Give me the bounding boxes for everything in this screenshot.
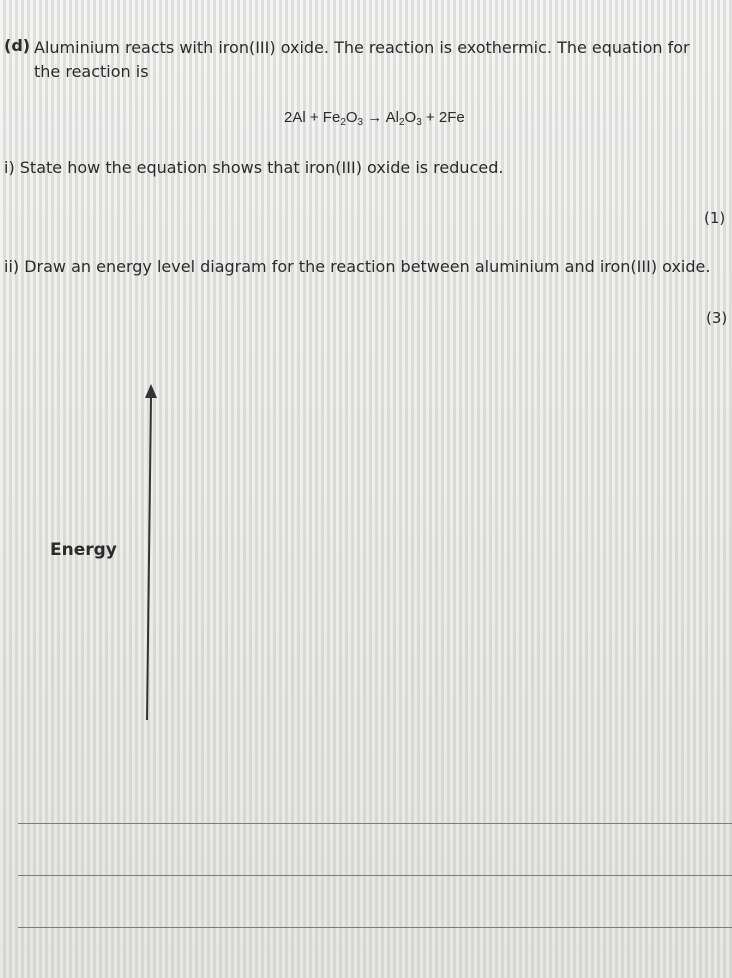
energy-axis-label: Energy — [50, 540, 117, 560]
energy-axis-line — [147, 398, 151, 720]
part-ii-marks: (3) — [706, 309, 728, 327]
reactant-iron-oxide: $Fe_2O_3$ — [322, 109, 364, 128]
part-i-text: i) State how the equation shows that iron(III) oxide is reduced. — [4, 158, 504, 177]
reactant-aluminium: 2Al — [284, 109, 306, 126]
question-number: (d) — [4, 36, 31, 55]
part-i-marks: (1) — [704, 209, 726, 227]
answer-line[interactable] — [18, 823, 732, 824]
plus-sign: + — [421, 109, 439, 126]
part-ii-text: ii) Draw an energy level diagram for the reaction between aluminium and iron(III) oxide. — [4, 257, 711, 276]
question-text: Aluminium reacts with iron(III) oxide. The reaction is exothermic. The equation for the reaction is — [34, 38, 690, 81]
answer-line[interactable] — [18, 875, 732, 876]
product-iron: 2Fe — [438, 109, 465, 126]
product-aluminium-oxide: $Al_2O_3$ — [385, 109, 422, 128]
reaction-arrow: → — [363, 109, 386, 126]
energy-axis-arrowhead — [145, 384, 157, 398]
plus-sign: + — [305, 109, 323, 126]
answer-line[interactable] — [18, 927, 732, 928]
